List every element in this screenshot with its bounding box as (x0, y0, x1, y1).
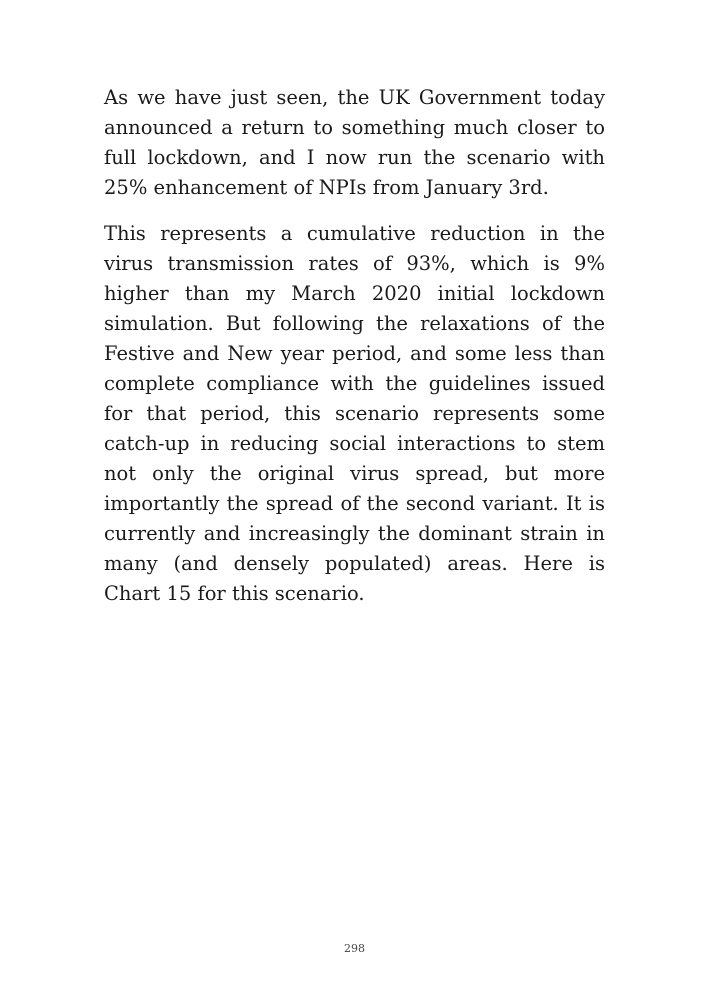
paragraph-1: As we have just seen, the UK Government today announced a return to something much closer to full lockdown, and I now run the scenario with 25% enhancement of NPIs from January 3rd. (104, 86, 605, 199)
page-number: 298 (344, 942, 365, 955)
paragraph-2: This represents a cumulative reduction in the virus transmission rates of 93%, which is 9% higher than my March 2020 initial lockdown simulation. But following the relaxations of the Festive and New year period, and some less than complete compliance with the guidelines issued for that period, this scenario represents some catch-up in reducing social interactions to stem not only the original virus spread, but more importantly the spread of the second variant. It is currently and increasingly the dominant strain in many (and densely populated) areas. Here is Chart 15 for this scenario. (104, 222, 605, 605)
body-text (104, 83, 605, 625)
